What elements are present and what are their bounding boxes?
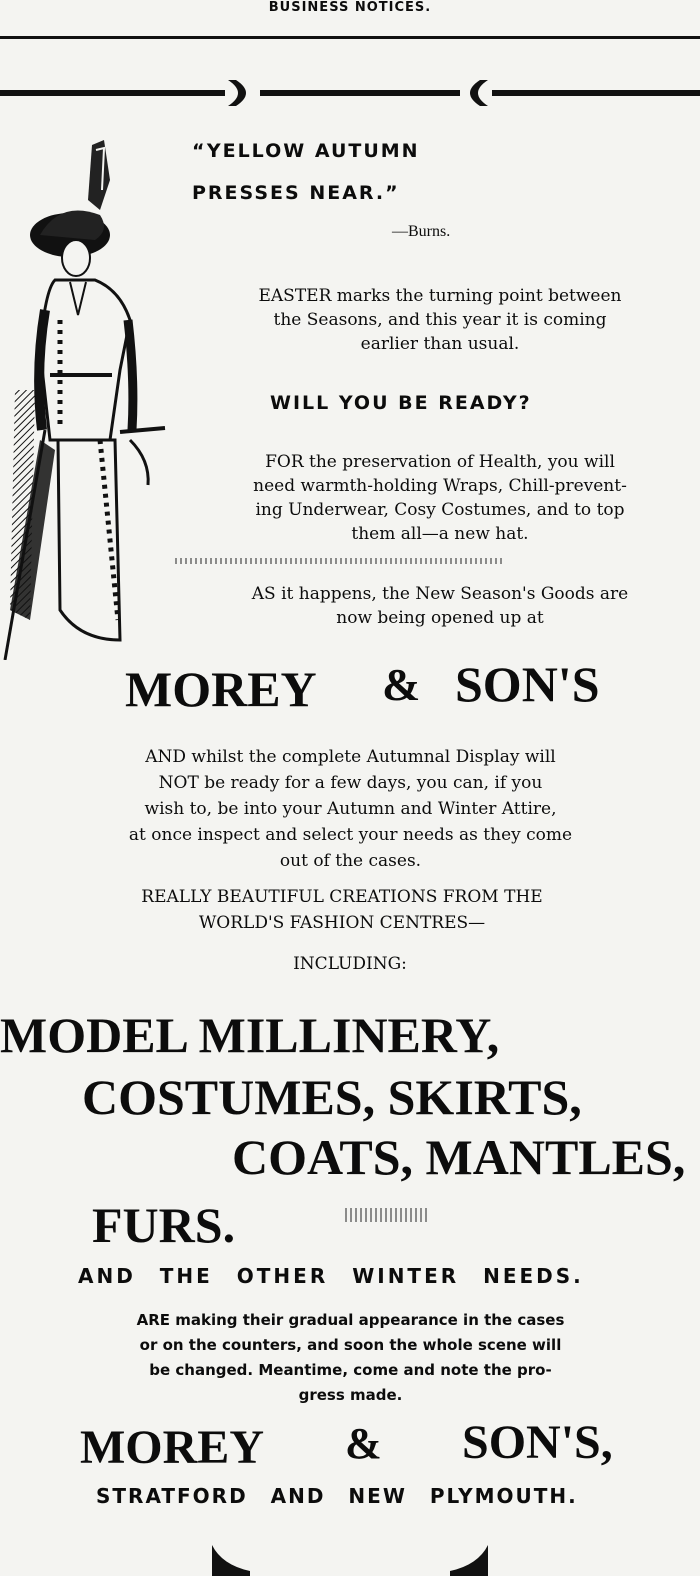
goods-paragraph	[230, 582, 650, 630]
ready-question: WILL YOU BE READY?	[270, 392, 532, 414]
display-line: wish to, be into your Autumn and Winter Attire,	[144, 799, 557, 819]
easter-paragraph	[230, 284, 650, 356]
fashion-line: REALLY BEAUTIFUL CREATIONS FROM THE	[141, 887, 543, 907]
footer-name-amp: &	[345, 1419, 382, 1468]
display-paragraph	[108, 744, 593, 874]
including-label: INCLUDING:	[293, 954, 407, 974]
appearance-paragraph	[108, 1308, 593, 1408]
footer-name-morey: MOREY	[80, 1421, 264, 1474]
woman-illustration	[0, 140, 170, 660]
easter-line: the Seasons, and this year it is coming	[273, 310, 607, 330]
appearance-line: or on the counters, and soon the whole scene will	[139, 1336, 562, 1354]
easter-line: EASTER marks the turning point between	[258, 286, 622, 306]
footer-locations: STRATFORD AND NEW PLYMOUTH.	[96, 1484, 578, 1508]
display-line: NOT be ready for a few days, you can, if you	[158, 773, 543, 793]
goods-line: now being opened up at	[336, 608, 544, 628]
footer-name-sons: SON'S,	[462, 1416, 613, 1469]
display-line: AND whilst the complete Autumnal Display will	[145, 747, 556, 767]
easter-line: earlier than usual.	[360, 334, 520, 354]
goods-line: AS it happens, the New Season's Goods are	[251, 584, 629, 604]
health-line: FOR the preservation of Health, you will	[265, 452, 615, 472]
health-paragraph	[230, 450, 650, 546]
quote-line-2: PRESSES NEAR.”	[192, 182, 400, 204]
store-name-sons: SON'S	[455, 656, 600, 712]
appearance-line: ARE making their gradual appearance in the cases	[136, 1311, 565, 1329]
product-furs: FURS.	[92, 1197, 236, 1253]
print-smudge	[345, 1208, 430, 1222]
health-line: them all—a new hat.	[351, 524, 529, 544]
product-coats: COATS, MANTLES,	[232, 1129, 686, 1185]
appearance-line: gress made.	[298, 1386, 403, 1404]
ornamental-rule	[0, 80, 700, 108]
section-header: BUSINESS NOTICES.	[268, 0, 432, 15]
fashion-heading	[92, 884, 592, 936]
store-name-amp: &	[382, 659, 421, 710]
bottom-ornament	[0, 1545, 700, 1576]
other-needs-heading: AND THE OTHER WINTER NEEDS.	[78, 1264, 584, 1288]
product-millinery: MODEL MILLINERY,	[0, 1007, 500, 1063]
quote-attribution: —Burns.	[392, 223, 451, 240]
print-smudge	[175, 558, 505, 564]
fashion-line: WORLD'S FASHION CENTRES—	[198, 913, 486, 933]
display-line: at once inspect and select your needs as they come	[128, 825, 573, 845]
health-line: need warmth-holding Wraps, Chill-prevent-	[253, 476, 627, 496]
appearance-line: be changed. Meantime, come and note the pro-	[149, 1361, 552, 1379]
quote-line-1: “YELLOW AUTUMN	[192, 140, 420, 162]
display-line: out of the cases.	[279, 851, 422, 871]
header-rule	[0, 36, 700, 39]
health-line: ing Underwear, Cosy Costumes, and to top	[255, 500, 625, 520]
product-costumes: COSTUMES, SKIRTS,	[82, 1069, 582, 1125]
store-name-morey: MOREY	[125, 661, 317, 717]
